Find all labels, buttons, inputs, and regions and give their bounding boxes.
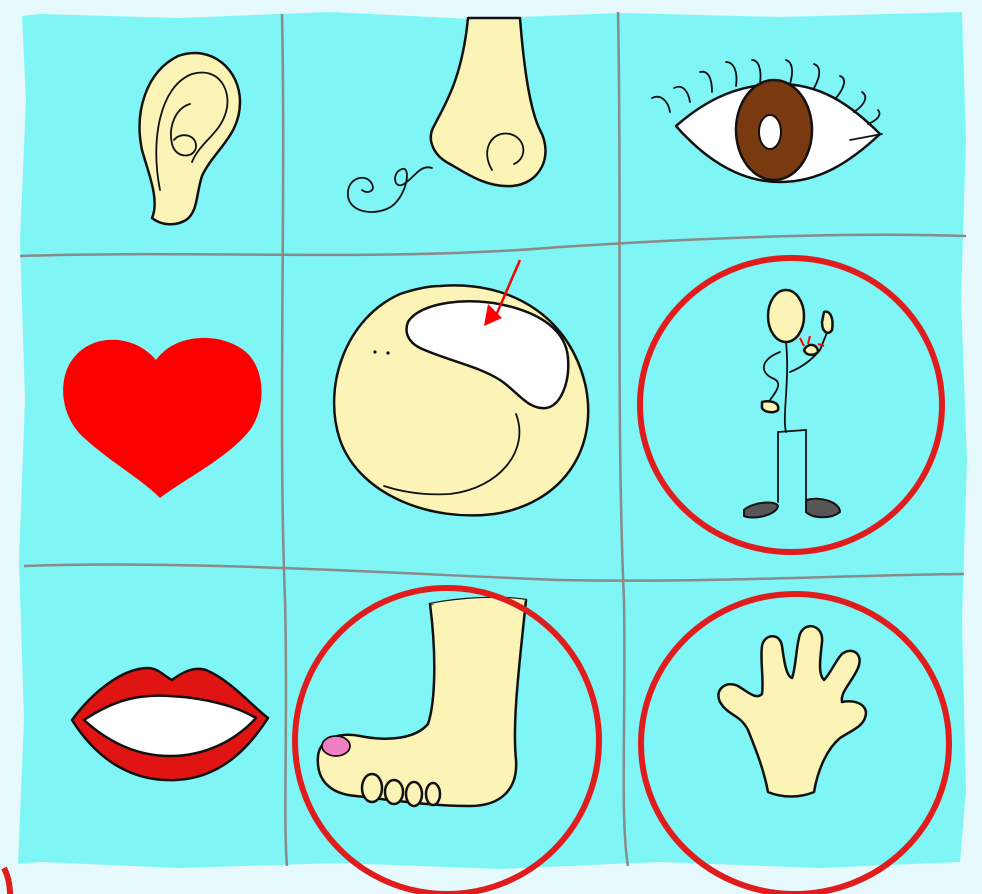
circle-marker-partial [4, 868, 10, 894]
